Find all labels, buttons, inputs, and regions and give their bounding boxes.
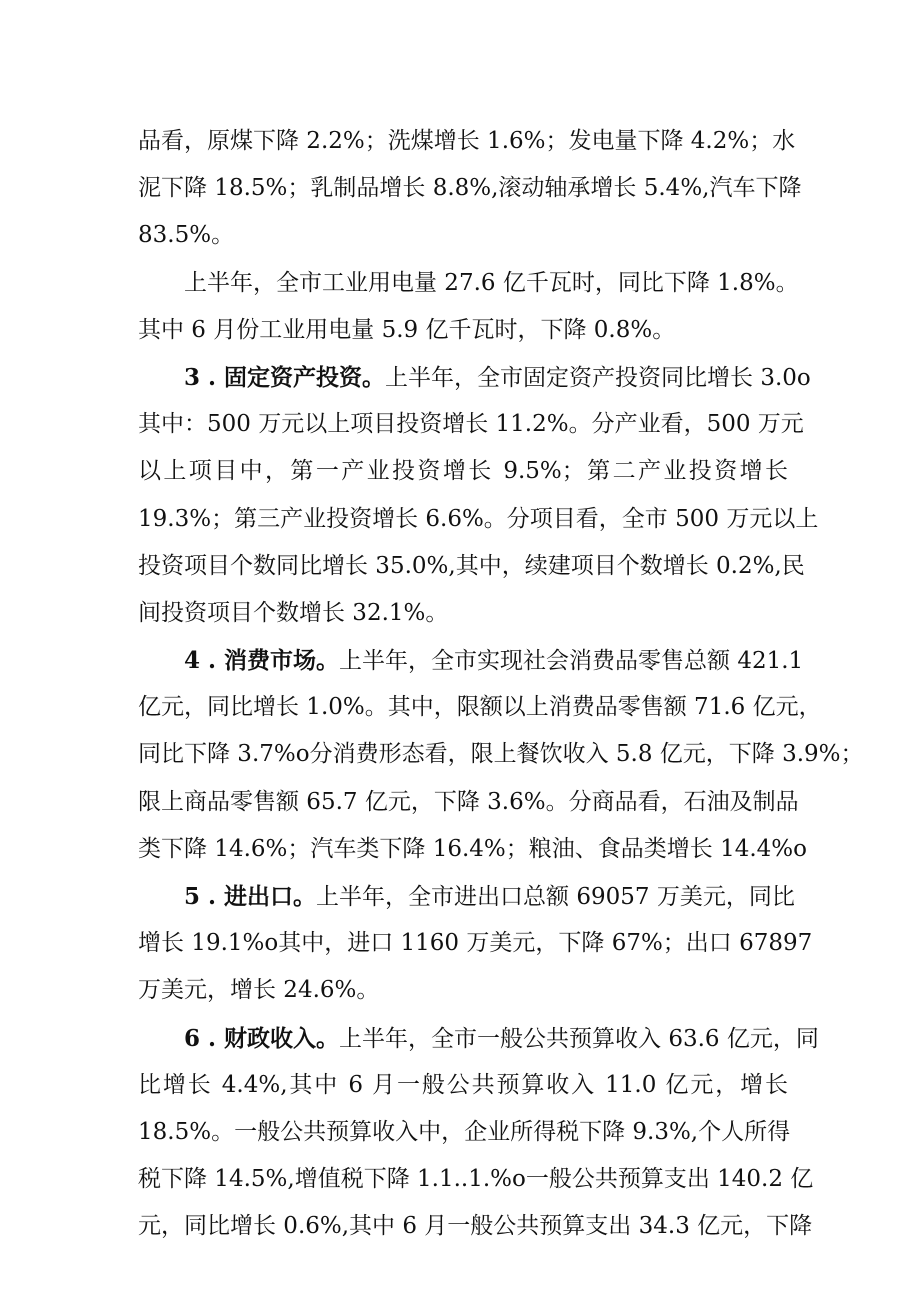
text-line xyxy=(138,1203,813,1250)
text-line xyxy=(138,637,804,684)
line-text: 增长 19.1%o其中，进口 1160 万美元，下降 67%；出口 67897 xyxy=(138,930,813,957)
line-text: 投资项目个数同比增长 35.0%,其中，续建项目个数增长 0.2%,民 xyxy=(138,552,805,579)
text-line xyxy=(138,920,813,967)
body-text xyxy=(138,118,864,1251)
text-line xyxy=(138,496,819,543)
line-text: 比增长 4.4%,其中 6 月一般公共预算收入 11.0 亿元，增长 xyxy=(138,1071,788,1098)
line-text: 品看，原煤下降 2.2%；洗煤增长 1.6%；发电量下降 4.2%；水 xyxy=(138,128,796,154)
line-text: 其中：500 万元以上项目投资增长 11.2%。分产业看，500 万元 xyxy=(138,411,804,438)
text-line xyxy=(138,1015,819,1062)
line-text: 19.3%；第三产业投资增长 6.6%。分项目看，全市 500 万元以上 xyxy=(138,505,819,532)
line-text: 上半年，全市进出口总额 69057 万美元，同比 xyxy=(316,884,795,910)
section-heading: 3 . 固定资产投资。 xyxy=(184,363,386,391)
line-text: 18.5%。一般公共预算收入中，企业所得税下降 9.3%,个人所得 xyxy=(138,1118,791,1145)
text-line xyxy=(138,1156,814,1203)
line-text: 以上项目中，第一产业投资增长 9.5%；第二产业投资增长 xyxy=(138,458,788,485)
section-heading: 5 . 进出口。 xyxy=(184,883,317,910)
section-heading: 6 . 财政收入。 xyxy=(184,1024,340,1052)
text-line xyxy=(138,590,788,637)
text-line xyxy=(138,118,796,165)
text-line xyxy=(138,165,802,212)
text-line xyxy=(138,1062,788,1109)
text-line xyxy=(138,543,805,590)
text-line xyxy=(138,731,864,778)
text-line xyxy=(138,401,804,448)
text-line xyxy=(138,212,788,259)
line-text: 亿元，同比增长 1.0%。其中，限额以上消费品零售额 71.6 亿元， xyxy=(138,694,822,721)
text-line xyxy=(138,448,788,495)
line-text: 类下降 14.6%；汽车类下降 16.4%；粮油、食品类增长 14.4%o xyxy=(138,835,807,862)
line-text: 税下降 14.5%,增值税下降 1.1..1.%o一般公共预算支出 140.2 亿 xyxy=(138,1166,814,1193)
section-heading: 4 . 消费市场。 xyxy=(184,647,340,675)
line-text: 上半年，全市工业用电量 27.6 亿千瓦时，同比下降 1.8%。 xyxy=(184,269,799,296)
line-text: 限上商品零售额 65.7 亿元，下降 3.6%。分商品看，石油及制品 xyxy=(138,788,799,815)
text-line xyxy=(138,826,807,873)
text-line xyxy=(138,307,788,354)
text-line xyxy=(138,1109,791,1156)
line-text: 泥下降 18.5%；乳制品增长 8.8%,滚动轴承增长 5.4%,汽车下降 xyxy=(138,175,802,202)
line-text: 上半年，全市固定资产投资同比增长 3.0o xyxy=(385,364,811,391)
line-text: 83.5%。 xyxy=(138,222,235,249)
text-line xyxy=(138,779,799,826)
line-text: 元，同比增长 0.6%,其中 6 月一般公共预算支出 34.3 亿元，下降 xyxy=(138,1213,813,1240)
text-line xyxy=(138,354,811,401)
line-text: 间投资项目个数增长 32.1%。 xyxy=(138,599,449,626)
text-line xyxy=(138,967,788,1014)
line-text: 同比下降 3.7%o分消费形态看，限上餐饮收入 5.8 亿元，下降 3.9%； xyxy=(138,741,864,768)
line-text: 其中 6 月份工业用电量 5.9 亿千瓦时，下降 0.8%。 xyxy=(138,316,676,343)
text-line xyxy=(138,684,822,731)
text-line xyxy=(138,873,795,920)
line-text: 万美元，增长 24.6%。 xyxy=(138,977,380,1004)
line-text: 上半年，全市一般公共预算收入 63.6 亿元，同 xyxy=(339,1025,819,1052)
text-line xyxy=(138,260,799,307)
line-text: 上半年，全市实现社会消费品零售总额 421.1 xyxy=(339,648,804,675)
